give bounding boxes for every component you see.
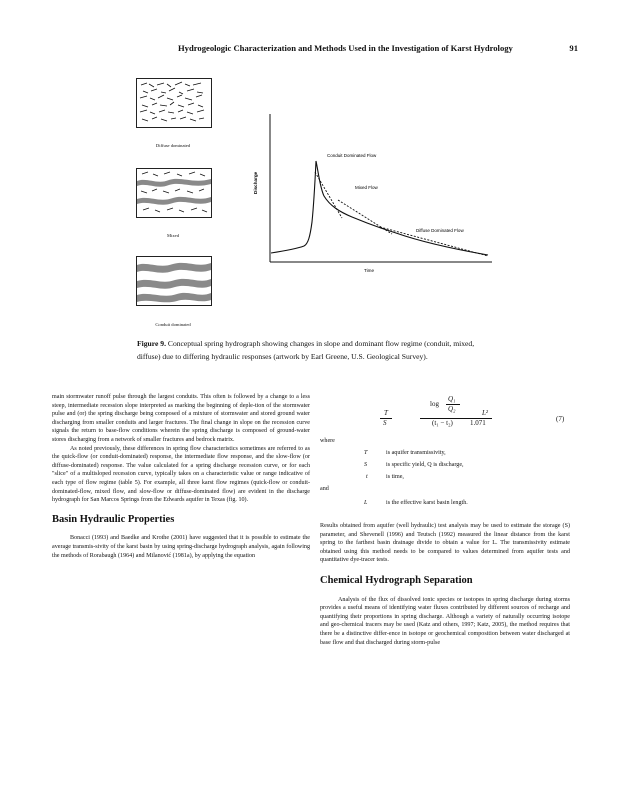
eq-time-diff: (t₁ − t₂) [432, 419, 453, 427]
chemical-heading: Chemical Hydrograph Separation [320, 574, 473, 586]
conduit-flow-annotation: Conduit Dominated Flow [327, 153, 377, 158]
def-text-L: is the effective karst basin length. [386, 500, 468, 506]
x-axis-label: Time [364, 268, 375, 273]
y-axis-label: Discharge [253, 171, 258, 194]
eq-S: S [383, 419, 387, 427]
basin-heading: Basin Hydraulic Properties [52, 513, 175, 525]
diffuse-panel [136, 78, 212, 128]
mixed-flow-annotation: Mixed Flow [355, 185, 378, 190]
left-paragraph-1: main stormwater runoff pulse through the largest conduits. This often is followed by a change to a less steep, intermediate recession slope interpreted as marking the beginning of deple-tion of the stormwater pulse and (or) the spring discharge being composed of a mixture of stormwater and stored ground water discharging from smaller conduits and larger fractures. The final change in slope on the recession curve signals the return to base-flow conditions wherein the spring discharge is composed of ground-water stores discharging from a network of smaller fractures and bedrock matrix. [52, 394, 310, 443]
def-text-t: is time, [386, 474, 404, 480]
conduit-panel-label: Conduit dominated [155, 322, 191, 327]
eq-log: log [430, 400, 439, 408]
right-paragraph-2: Analysis of the flux of dissolved ionic species or isotopes in spring discharge during storms provides a useful means of identifying water fluxes contributed by different sources of recharge and quantifying their proportions in spring discharge. Although a variety of naturally occurring isotope and geo-chemical tracers may be used (Katz and others, 1997; Katz, 2005), the method requires that there be a distinctive differ-ence in isotope or geochemical composition between water discharged at base flow and that discharged during storm-pulse [320, 596, 570, 646]
diffuse-flow-annotation: Diffuse Dominated Flow [416, 228, 464, 233]
eq-const: 1.071 [470, 419, 486, 427]
mixed-fracture-drawing [137, 169, 211, 217]
mixed-slope-line [338, 200, 392, 234]
where-row [320, 437, 570, 449]
figure-caption-text: Conceptual spring hydrograph showing changes in slope and dominant flow regime (conduit, mixed, diffuse) due to differing hydraulic responses (artwork by Earl Greene, U.S. Geological Survey). [137, 339, 475, 361]
def-text-S: is specific yield, Q is discharge, [386, 462, 464, 468]
eq-number: (7) [556, 415, 565, 423]
eq-Q1: Q₁ [448, 395, 456, 403]
diffuse-panel-label: Diffuse dominated [155, 143, 191, 148]
def-sym-S: S [364, 462, 368, 468]
def-text-T: is aquifer transmissivity, [386, 450, 446, 456]
def-sym-t: t [366, 474, 368, 480]
and-word: and [320, 486, 329, 492]
definitions [320, 437, 570, 511]
def-row-S [320, 461, 570, 473]
hydrograph-curve [271, 161, 488, 255]
figure-caption [137, 338, 482, 363]
eq-L2: L² [482, 409, 488, 417]
running-title: Hydrogeologic Characterization and Methods Used in the Investigation of Karst Hydrology [178, 43, 513, 53]
conduit-slope-line [315, 172, 342, 218]
where-word: where [320, 438, 335, 444]
figure-caption-label: Figure 9. [137, 339, 166, 348]
conduit-fracture-drawing [137, 257, 211, 305]
def-row-t [320, 473, 570, 485]
left-column [52, 393, 310, 560]
def-sym-L: L [364, 500, 368, 506]
right-paragraph-1: Results obtained from aquifer (well hydraulic) test analysis may be used to estimate the storage (S) parameter, and Shevenell (1996) and Teutsch (1992) measured the linear distance from the karst spring to the farthest basin drainage divide to obtain a value for L. The transmissivity estimate obtained using this method needs to be compared to values determined from aquifer tests and quantitative dye-tracer tests. [320, 523, 570, 564]
hydrograph-plot [253, 112, 498, 280]
def-row-L [320, 499, 570, 511]
diffuse-fracture-drawing [137, 79, 211, 127]
and-row [320, 485, 570, 497]
eq-Q2: Q₂ [448, 405, 456, 413]
left-paragraph-2: As noted previously, these differences in spring flow characteristics sometimes are referred to as the quick-flow (or conduit-dominated) response, the intermediate flow response, and the slow-flow (or diffuse-dominated) response. The value calculated for a spring discharge recession curve, or for each "slice" of a multisloped recession curve, typically takes on a characteristic value or range indicative of each type of flow regime (table 5). For example, all three karst flow regimes (quick-flow or conduit-dominated-flow, mixed flow, and slow-flow or diffuse-dominated flow) are evident in the discharge hydrograph for San Marcos Springs from the Edwards aquifer in Texas (fig. 10). [52, 445, 310, 504]
conduit-panel [136, 256, 212, 306]
def-row-T [320, 449, 570, 461]
mixed-panel-label: Mixed [167, 233, 179, 238]
right-column [320, 522, 570, 647]
mixed-panel [136, 168, 212, 218]
eq-T: T [384, 409, 388, 417]
running-header [178, 43, 578, 53]
equation-7 [320, 393, 570, 437]
left-paragraph-3: Bonacci (1993) and Baedke and Krothe (2001) have suggested that it is possible to estimate the average transmis-sivity of the karst basin by using spring-discharge hydrograph analysis, again following the methods of Rorabaugh (1964) and Milanović (1981a), by applying the equation [52, 535, 310, 559]
def-sym-T: T [364, 450, 368, 456]
page-number: 91 [569, 43, 578, 53]
